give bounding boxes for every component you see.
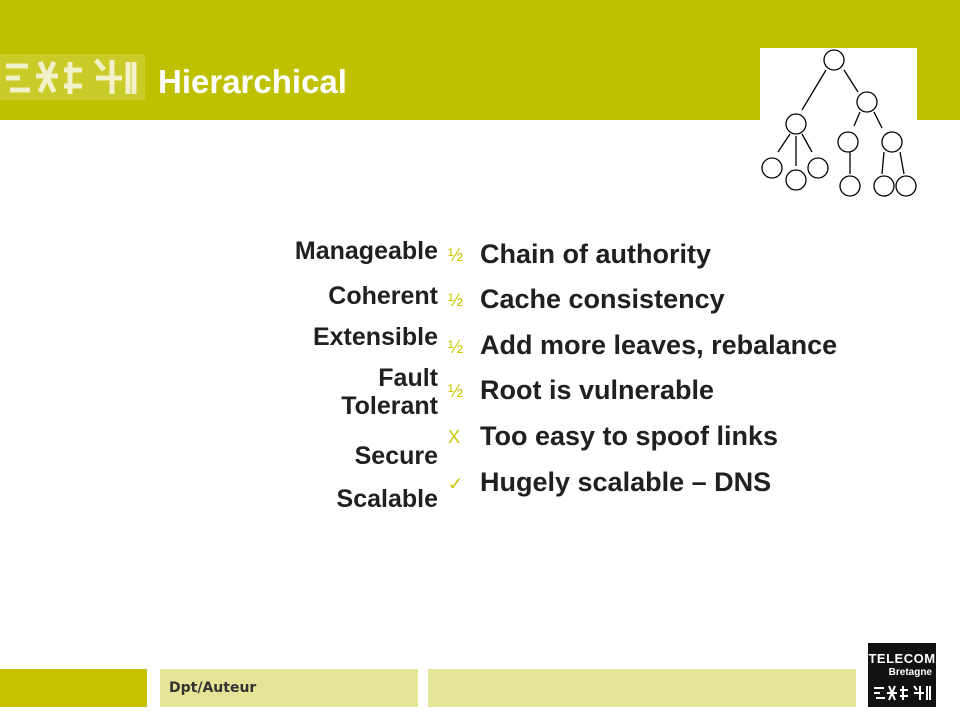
property-item: Scalable [336,485,438,513]
brand-logo [868,643,936,707]
point-item: Cache consistency [480,284,725,314]
slide-title: Hierarchical [158,63,347,100]
footer-label: Dpt/Auteur [169,680,257,696]
check-marker: ✓ [448,474,464,494]
footer-band [428,669,856,707]
property-item: Coherent [328,282,438,310]
brand-glyph-icon [872,683,932,708]
brand-name: TELECOM [868,651,936,666]
brand-subtitle: Bretagne [888,667,932,678]
half-marker: ½ [448,381,464,401]
point-item: Too easy to spoof links [480,421,779,451]
footer-accent-block [0,669,147,707]
property-item: Fault Tolerant [341,364,438,420]
half-marker: ½ [448,245,464,265]
property-item: Extensible [312,323,438,351]
property-item: Manageable [294,237,438,265]
point-item: Root is vulnerable [480,375,715,405]
property-item: Secure [354,442,438,470]
point-item: Chain of authority [480,239,711,269]
point-item: Add more leaves, rebalance [480,330,838,360]
institute-logo-icon [0,48,145,106]
footer-author-block [160,669,418,707]
tree-diagram-icon [760,48,917,204]
point-item: Hugely scalable – DNS [480,467,772,497]
half-marker: ½ [448,290,464,310]
cross-marker: X [448,427,461,447]
half-marker: ½ [448,337,464,357]
